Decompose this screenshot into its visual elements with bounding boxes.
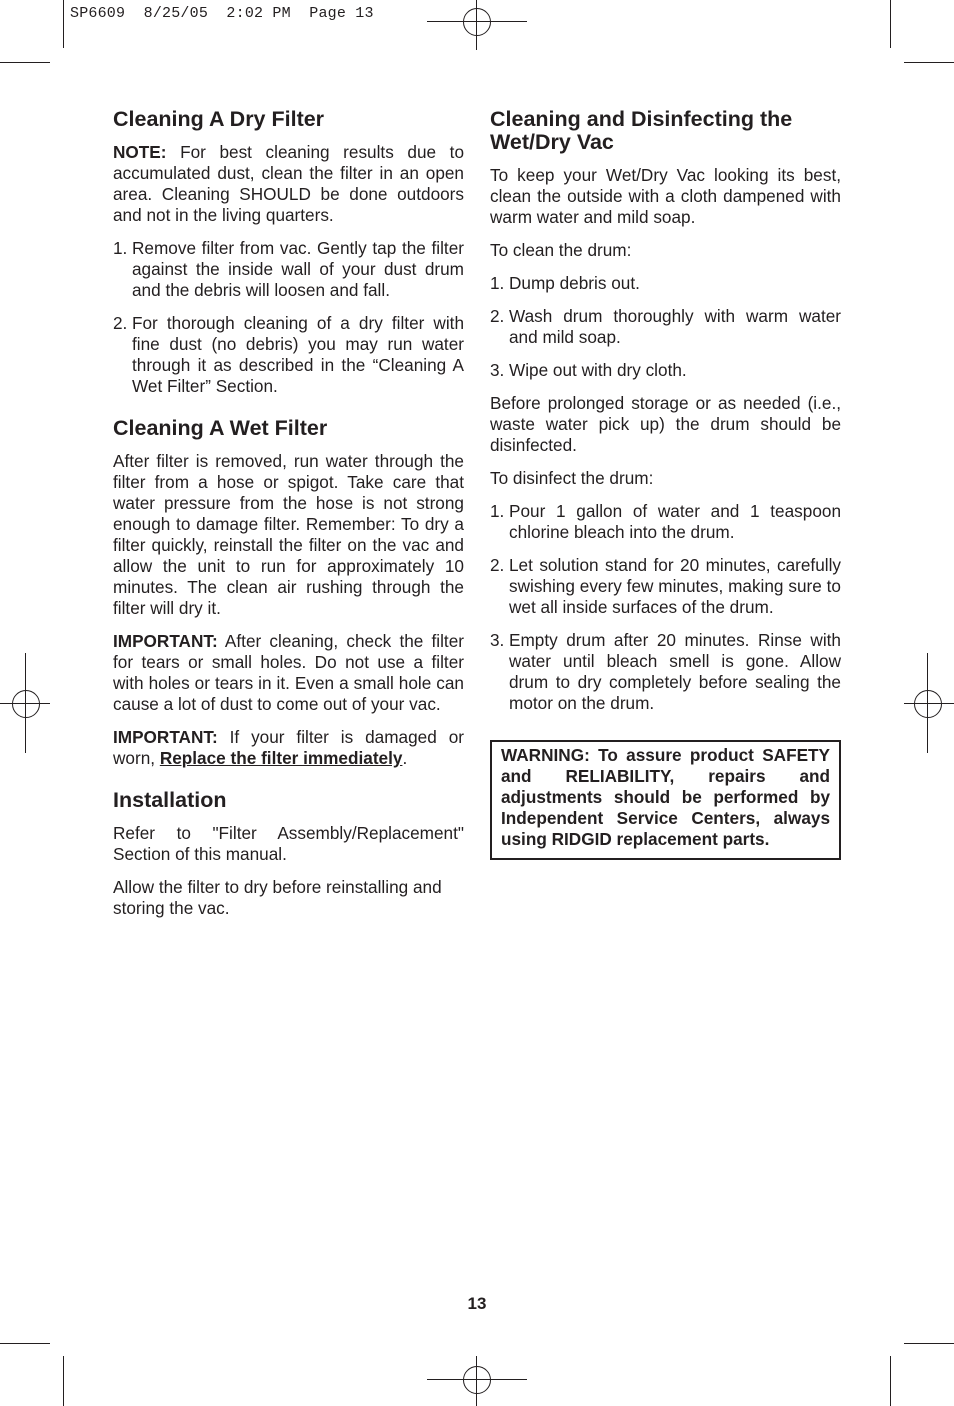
step-number: 2. (490, 306, 505, 326)
wet-filter-heading: Cleaning A Wet Filter (113, 416, 328, 440)
important-note-1 (113, 631, 464, 715)
replace-filter-emphasis: Replace the filter immediately (159, 748, 403, 768)
disinfect-heading: Cleaning and Disinfecting the Wet/Dry Vac (490, 107, 793, 154)
note-label: NOTE: (113, 142, 167, 162)
left-column (113, 108, 464, 931)
dry-filter-heading: Cleaning A Dry Filter (113, 107, 325, 131)
clean-drum-intro: To clean the drum: (490, 240, 632, 260)
disinfect-step (490, 630, 841, 714)
wet-filter-paragraph: After filter is removed, run water through the filter from a hose or spigot. Take care that water pressure from the hose is not strong enough to damage filter. Remember: To dry a filter quickly, reinstall the filter on the vac and allow the unit to run for approximately 10 minutes. The clean air rushing through the filter will dry it. (113, 451, 464, 618)
installation-heading: Installation (113, 788, 227, 812)
step-text: For thorough cleaning of a dry filter with fine dust (no debris) you may run water through it as described in the “Cleaning A Wet Filter” Section. (132, 313, 464, 396)
clean-step (490, 273, 841, 294)
dry-filter-step (113, 238, 464, 301)
storage-paragraph: Before prolonged storage or as needed (i.e., waste water pick up) the drum should be disinfected. (490, 393, 841, 455)
step-number: 1. (490, 273, 505, 293)
right-column (490, 108, 841, 860)
step-number: 2. (113, 313, 128, 333)
clean-step (490, 360, 841, 381)
disinfect-intro: To disinfect the drum: (490, 468, 654, 488)
important-note-2 (113, 727, 464, 769)
important-label: IMPORTANT: (113, 631, 218, 651)
printer-slug: SP6609 8/25/05 2:02 PM Page 13 (70, 5, 374, 22)
step-number: 2. (490, 555, 505, 575)
dry-filter-step (113, 313, 464, 397)
step-text: Remove filter from vac. Gently tap the filter against the inside wall of your dust drum and the debris will loosen and fall. (132, 238, 464, 300)
step-text: Empty drum after 20 minutes. Rinse with water until bleach smell is gone. Allow drum to dry completely before sealing the motor on the drum. (509, 630, 841, 713)
important-text: If your filter is damaged or worn, (113, 727, 464, 768)
disinfect-step (490, 555, 841, 618)
note-text: For best cleaning results due to accumulated dust, clean the filter in an open area. Cleaning SHOULD be done outdoors and not in the living quarters. (113, 142, 464, 225)
step-text: Wipe out with dry cloth. (509, 360, 687, 380)
step-number: 1. (113, 238, 128, 258)
step-text: Pour 1 gallon of water and 1 teaspoon chlorine bleach into the drum. (509, 501, 841, 542)
step-text: Wash drum thoroughly with warm water and mild soap. (509, 306, 841, 347)
step-text: Dump debris out. (509, 273, 640, 293)
installation-paragraph-1: Refer to "Filter Assembly/Replacement" Section of this manual. (113, 823, 464, 864)
sentence-end: . (402, 748, 408, 768)
installation-paragraph-2: Allow the filter to dry before reinstalling and storing the vac. (113, 877, 442, 918)
warning-box: WARNING: To assure product SAFETY and RELIABILITY, repairs and adjustments should be performed by Independent Service Centers, always using RIDGID replacement parts. (490, 740, 841, 860)
important-text: After cleaning, check the filter for tears or small holes. Do not use a filter with holes or tears in it. Even a small hole can cause a lot of dust to come out of your vac. (113, 631, 464, 714)
step-text: Let solution stand for 20 minutes, carefully swishing every few minutes, making sure to wet all inside surfaces of the drum. (509, 555, 841, 617)
step-number: 3. (490, 630, 505, 650)
intro-paragraph: To keep your Wet/Dry Vac looking its best, clean the outside with a cloth dampened with warm water and mild soap. (490, 165, 841, 227)
step-number: 1. (490, 501, 505, 521)
step-number: 3. (490, 360, 505, 380)
disinfect-step (490, 501, 841, 543)
important-label: IMPORTANT: (113, 727, 218, 747)
clean-step (490, 306, 841, 348)
dry-filter-note (113, 142, 464, 226)
page-number: 13 (467, 1294, 487, 1313)
